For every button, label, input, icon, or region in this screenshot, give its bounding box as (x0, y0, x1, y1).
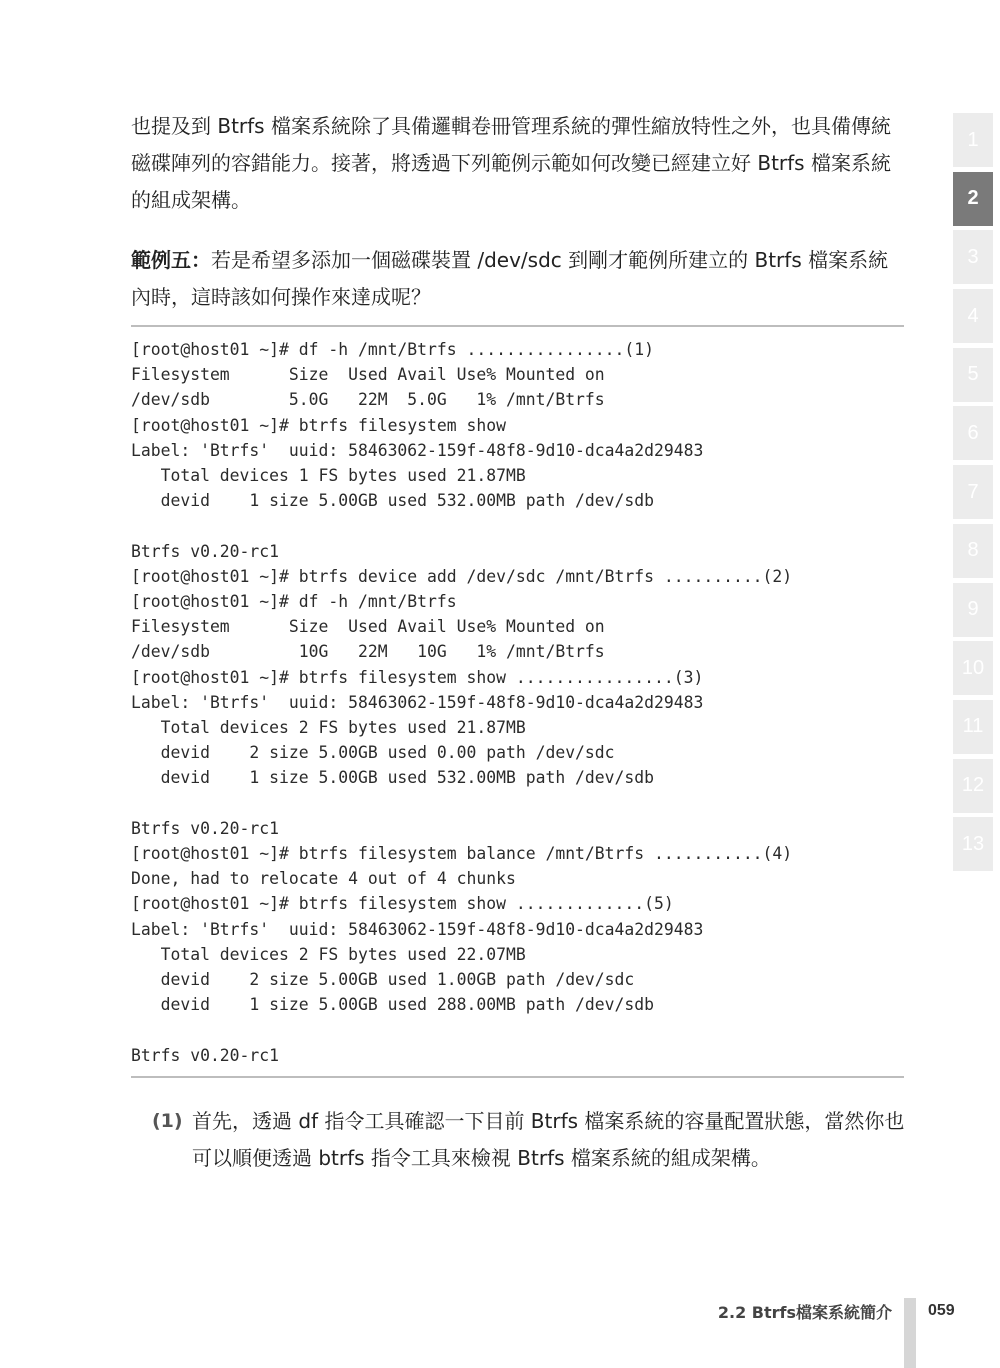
chapter-tab-7[interactable]: 7 (953, 465, 993, 519)
example-text: 若是希望多添加一個磁碟裝置 /dev/sdc 到剛才範例所建立的 Btrfs 檔案系統內時，這時該如何操作來達成呢？ (131, 248, 889, 309)
note-text: 首先，透過 df 指令工具確認一下目前 Btrfs 檔案系統的容量配置狀態，當然你也可以順便透過 btrfs 指令工具來檢視 Btrfs 檔案系統的組成架構。 (192, 1109, 905, 1170)
code-bottom-rule (131, 1076, 904, 1078)
chapter-tab-13[interactable]: 13 (953, 817, 993, 871)
chapter-tab-2[interactable]: 2 (953, 172, 993, 226)
example-prompt (131, 242, 906, 316)
chapter-tabs (953, 113, 993, 876)
code-listing: [root@host01 ~]# df -h /mnt/Btrfs ................(1) Filesystem Size Used Avail Use% Mounted on /dev/sdb 5.0G 22M 5.0G 1% /mnt/Btrfs [root@host01 ~]# btrfs filesystem show Label: 'Btrfs' uuid: 58463062-159f-48f8-9d10-dca4a2d29483 Total devices 1 FS bytes used 21.87MB devid 1 size 5.00GB used 532.00MB path /dev/sdb Btrfs v0.20-rc1 [root@host01 ~]# btrfs device add /dev/sdc /mnt/Btrfs ..........(2) [root@host01 ~]# df -h /mnt/Btrfs Filesystem Size Used Avail Use% Mounted on /dev/sdb 10G 22M 10G 1% /mnt/Btrfs [root@host01 ~]# btrfs filesystem show ................(3) Label: 'Btrfs' uuid: 58463062-159f-48f8-9d10-dca4a2d29483 Total devices 2 FS bytes used 21.87MB devid 2 size 5.00GB used 0.00 path /dev/sdc devid 1 size 5.00GB used 532.00MB path /dev/sdb Btrfs v0.20-rc1 [root@host01 ~]# btrfs filesystem balance /mnt/Btrfs ...........(4) Done, had to relocate 4 out of 4 chunks [root@host01 ~]# btrfs filesystem show .............(5) Label: 'Btrfs' uuid: 58463062-159f-48f8-9d10-dca4a2d29483 Total devices 2 FS bytes used 22.07MB devid 2 size 5.00GB used 1.00GB path /dev/sdc devid 1 size 5.00GB used 288.00MB path /dev/sdb Btrfs v0.20-rc1 (131, 340, 793, 1065)
chapter-tab-5[interactable]: 5 (953, 348, 993, 402)
example-label: 範例五： (131, 248, 211, 272)
chapter-tab-10[interactable]: 10 (953, 641, 993, 695)
footer-bar (904, 1298, 916, 1368)
note-number: (1) (152, 1110, 183, 1132)
chapter-tab-1[interactable]: 1 (953, 113, 993, 167)
chapter-tab-8[interactable]: 8 (953, 524, 993, 578)
chapter-tab-12[interactable]: 12 (953, 759, 993, 813)
note-item (152, 1103, 907, 1177)
chapter-tab-11[interactable]: 11 (953, 700, 993, 754)
chapter-tab-4[interactable]: 4 (953, 289, 993, 343)
page-number: 059 (928, 1302, 955, 1319)
chapter-tab-6[interactable]: 6 (953, 406, 993, 460)
footer-section-title: 2.2 Btrfs檔案系統簡介 (717, 1303, 892, 1322)
code-top-rule (131, 325, 904, 327)
chapter-tab-3[interactable]: 3 (953, 230, 993, 284)
intro-paragraph: 也提及到 Btrfs 檔案系統除了具備邏輯卷冊管理系統的彈性縮放特性之外，也具備傳統磁碟陣列的容錯能力。接著，將透過下列範例示範如何改變已經建立好 Btrfs 檔案系統的組成架構。 (131, 114, 891, 212)
chapter-tab-9[interactable]: 9 (953, 583, 993, 637)
